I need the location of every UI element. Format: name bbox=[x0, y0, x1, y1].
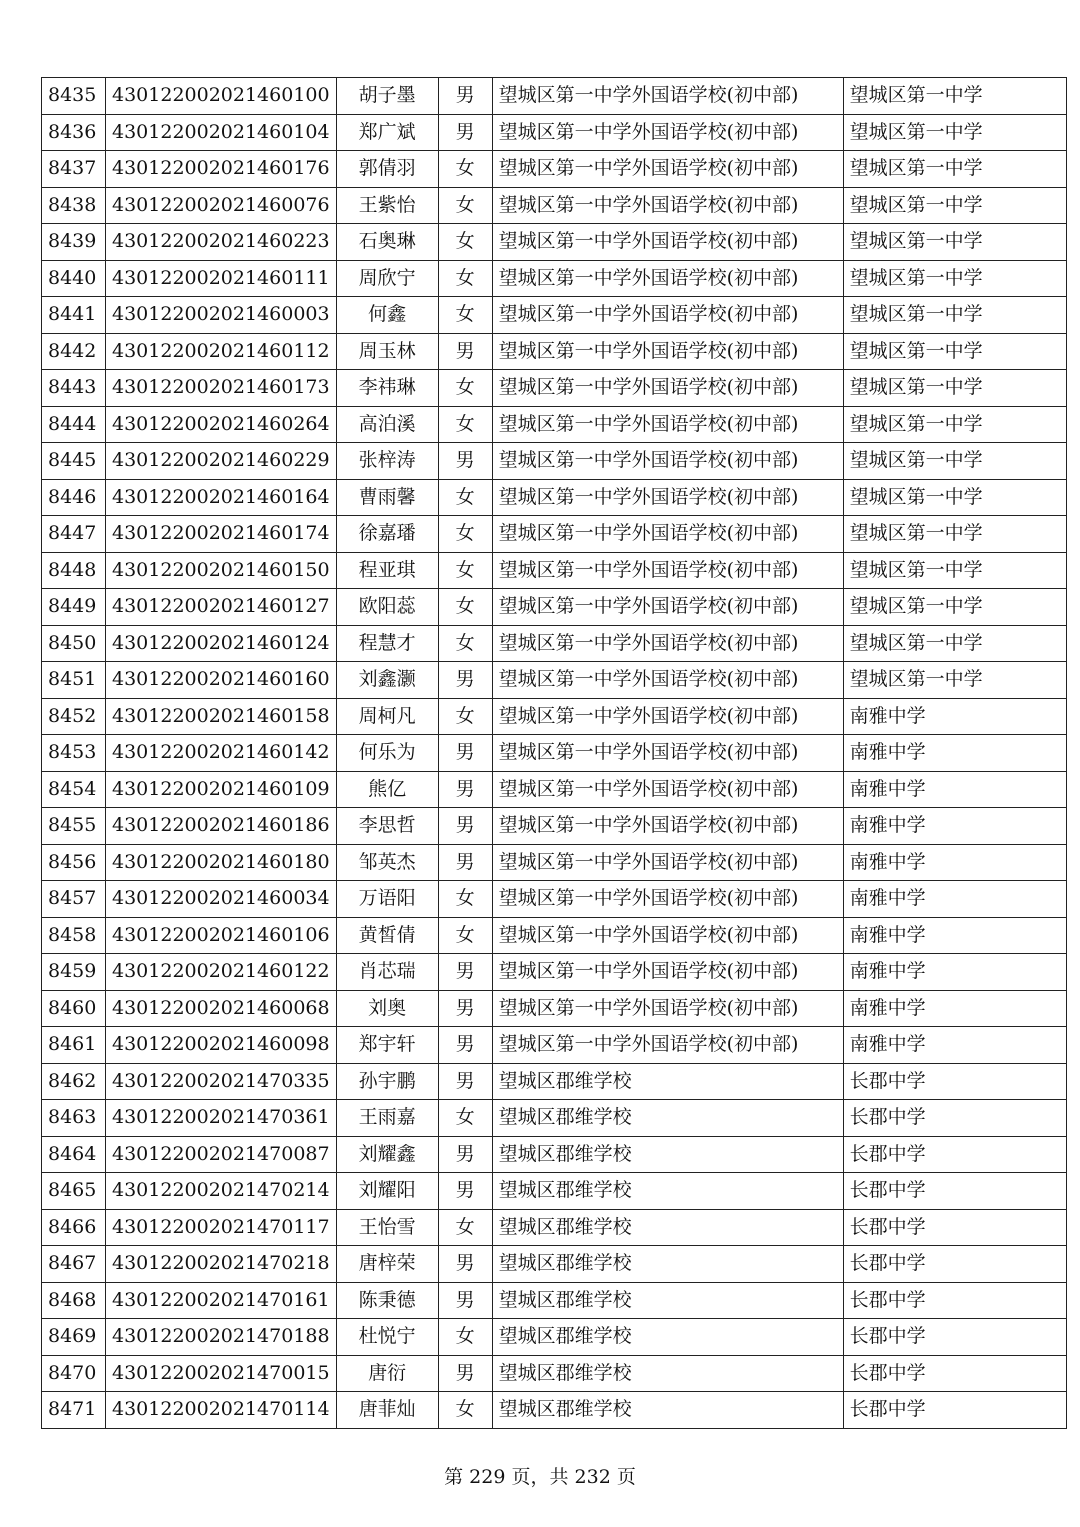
row-school: 望城区郡维学校 bbox=[492, 1282, 843, 1319]
table-row bbox=[42, 954, 1067, 991]
row-destination: 南雅中学 bbox=[843, 771, 1066, 808]
table-row bbox=[42, 1282, 1067, 1319]
row-seq: 8469 bbox=[42, 1319, 106, 1356]
row-destination: 望城区第一中学 bbox=[843, 516, 1066, 553]
row-gender: 男 bbox=[438, 1027, 492, 1064]
row-destination: 南雅中学 bbox=[843, 698, 1066, 735]
row-name: 张梓涛 bbox=[336, 443, 438, 480]
row-id: 430122002021460229 bbox=[106, 443, 337, 480]
row-destination: 长郡中学 bbox=[843, 1319, 1066, 1356]
row-school: 望城区郡维学校 bbox=[492, 1136, 843, 1173]
row-id: 430122002021460104 bbox=[106, 114, 337, 151]
row-destination: 望城区第一中学 bbox=[843, 625, 1066, 662]
row-id: 430122002021460109 bbox=[106, 771, 337, 808]
row-seq: 8461 bbox=[42, 1027, 106, 1064]
row-name: 何乐为 bbox=[336, 735, 438, 772]
row-gender: 女 bbox=[438, 625, 492, 662]
row-name: 孙宇鹏 bbox=[336, 1063, 438, 1100]
row-seq: 8445 bbox=[42, 443, 106, 480]
row-school: 望城区第一中学外国语学校(初中部) bbox=[492, 844, 843, 881]
row-seq: 8439 bbox=[42, 224, 106, 261]
row-id: 430122002021460164 bbox=[106, 479, 337, 516]
row-name: 刘耀阳 bbox=[336, 1173, 438, 1210]
row-id: 430122002021470161 bbox=[106, 1282, 337, 1319]
row-school: 望城区第一中学外国语学校(初中部) bbox=[492, 881, 843, 918]
row-id: 430122002021460127 bbox=[106, 589, 337, 626]
row-gender: 男 bbox=[438, 844, 492, 881]
row-destination: 望城区第一中学 bbox=[843, 443, 1066, 480]
row-name: 熊亿 bbox=[336, 771, 438, 808]
row-school: 望城区第一中学外国语学校(初中部) bbox=[492, 990, 843, 1027]
admission-table bbox=[41, 77, 1067, 1429]
row-seq: 8459 bbox=[42, 954, 106, 991]
row-id: 430122002021460034 bbox=[106, 881, 337, 918]
row-name: 唐衍 bbox=[336, 1355, 438, 1392]
row-name: 王雨嘉 bbox=[336, 1100, 438, 1137]
row-school: 望城区郡维学校 bbox=[492, 1209, 843, 1246]
row-name: 王怡雪 bbox=[336, 1209, 438, 1246]
row-school: 望城区第一中学外国语学校(初中部) bbox=[492, 917, 843, 954]
row-seq: 8453 bbox=[42, 735, 106, 772]
row-seq: 8443 bbox=[42, 370, 106, 407]
row-gender: 男 bbox=[438, 771, 492, 808]
row-school: 望城区第一中学外国语学校(初中部) bbox=[492, 333, 843, 370]
table-row bbox=[42, 589, 1067, 626]
row-school: 望城区郡维学校 bbox=[492, 1173, 843, 1210]
row-destination: 望城区第一中学 bbox=[843, 589, 1066, 626]
row-destination: 南雅中学 bbox=[843, 735, 1066, 772]
row-destination: 望城区第一中学 bbox=[843, 297, 1066, 334]
row-gender: 女 bbox=[438, 552, 492, 589]
row-destination: 望城区第一中学 bbox=[843, 224, 1066, 261]
row-gender: 男 bbox=[438, 1173, 492, 1210]
row-school: 望城区第一中学外国语学校(初中部) bbox=[492, 114, 843, 151]
row-seq: 8436 bbox=[42, 114, 106, 151]
row-seq: 8460 bbox=[42, 990, 106, 1027]
row-name: 石奥琳 bbox=[336, 224, 438, 261]
row-name: 郑宇轩 bbox=[336, 1027, 438, 1064]
row-school: 望城区第一中学外国语学校(初中部) bbox=[492, 370, 843, 407]
row-destination: 长郡中学 bbox=[843, 1355, 1066, 1392]
row-gender: 男 bbox=[438, 1246, 492, 1283]
row-school: 望城区第一中学外国语学校(初中部) bbox=[492, 698, 843, 735]
row-gender: 男 bbox=[438, 1136, 492, 1173]
row-name: 杜悦宁 bbox=[336, 1319, 438, 1356]
row-destination: 长郡中学 bbox=[843, 1246, 1066, 1283]
row-school: 望城区第一中学外国语学校(初中部) bbox=[492, 187, 843, 224]
row-seq: 8452 bbox=[42, 698, 106, 735]
row-gender: 女 bbox=[438, 1209, 492, 1246]
row-seq: 8450 bbox=[42, 625, 106, 662]
row-school: 望城区第一中学外国语学校(初中部) bbox=[492, 662, 843, 699]
row-seq: 8441 bbox=[42, 297, 106, 334]
row-gender: 男 bbox=[438, 333, 492, 370]
row-school: 望城区第一中学外国语学校(初中部) bbox=[492, 78, 843, 115]
row-id: 430122002021460180 bbox=[106, 844, 337, 881]
row-school: 望城区郡维学校 bbox=[492, 1246, 843, 1283]
table-row bbox=[42, 1027, 1067, 1064]
row-id: 430122002021470335 bbox=[106, 1063, 337, 1100]
row-destination: 长郡中学 bbox=[843, 1063, 1066, 1100]
row-gender: 男 bbox=[438, 114, 492, 151]
table-row bbox=[42, 625, 1067, 662]
table-row bbox=[42, 917, 1067, 954]
row-id: 430122002021460142 bbox=[106, 735, 337, 772]
row-id: 430122002021460158 bbox=[106, 698, 337, 735]
row-destination: 望城区第一中学 bbox=[843, 406, 1066, 443]
row-school: 望城区第一中学外国语学校(初中部) bbox=[492, 479, 843, 516]
row-id: 430122002021470218 bbox=[106, 1246, 337, 1283]
row-gender: 男 bbox=[438, 808, 492, 845]
row-destination: 望城区第一中学 bbox=[843, 78, 1066, 115]
row-destination: 长郡中学 bbox=[843, 1100, 1066, 1137]
row-id: 430122002021460124 bbox=[106, 625, 337, 662]
row-gender: 男 bbox=[438, 1355, 492, 1392]
row-name: 邹英杰 bbox=[336, 844, 438, 881]
row-id: 430122002021460173 bbox=[106, 370, 337, 407]
row-destination: 望城区第一中学 bbox=[843, 151, 1066, 188]
row-destination: 望城区第一中学 bbox=[843, 479, 1066, 516]
row-id: 430122002021460106 bbox=[106, 917, 337, 954]
row-school: 望城区第一中学外国语学校(初中部) bbox=[492, 516, 843, 553]
row-name: 程亚琪 bbox=[336, 552, 438, 589]
table-row bbox=[42, 552, 1067, 589]
table-row bbox=[42, 1136, 1067, 1173]
row-school: 望城区第一中学外国语学校(初中部) bbox=[492, 954, 843, 991]
row-seq: 8465 bbox=[42, 1173, 106, 1210]
row-destination: 望城区第一中学 bbox=[843, 333, 1066, 370]
row-name: 刘耀鑫 bbox=[336, 1136, 438, 1173]
row-id: 430122002021460223 bbox=[106, 224, 337, 261]
table-row bbox=[42, 1319, 1067, 1356]
row-name: 周玉林 bbox=[336, 333, 438, 370]
table-row bbox=[42, 114, 1067, 151]
row-seq: 8440 bbox=[42, 260, 106, 297]
row-id: 430122002021470214 bbox=[106, 1173, 337, 1210]
row-school: 望城区郡维学校 bbox=[492, 1063, 843, 1100]
table-row bbox=[42, 1355, 1067, 1392]
row-gender: 女 bbox=[438, 1319, 492, 1356]
row-seq: 8471 bbox=[42, 1392, 106, 1429]
row-gender: 女 bbox=[438, 881, 492, 918]
row-school: 望城区第一中学外国语学校(初中部) bbox=[492, 589, 843, 626]
row-school: 望城区第一中学外国语学校(初中部) bbox=[492, 224, 843, 261]
row-destination: 长郡中学 bbox=[843, 1392, 1066, 1429]
row-gender: 女 bbox=[438, 406, 492, 443]
row-school: 望城区第一中学外国语学校(初中部) bbox=[492, 151, 843, 188]
row-destination: 南雅中学 bbox=[843, 844, 1066, 881]
table-row bbox=[42, 735, 1067, 772]
row-school: 望城区第一中学外国语学校(初中部) bbox=[492, 406, 843, 443]
row-gender: 男 bbox=[438, 1063, 492, 1100]
row-id: 430122002021460003 bbox=[106, 297, 337, 334]
table-row bbox=[42, 1392, 1067, 1429]
row-school: 望城区郡维学校 bbox=[492, 1100, 843, 1137]
row-id: 430122002021470361 bbox=[106, 1100, 337, 1137]
row-school: 望城区第一中学外国语学校(初中部) bbox=[492, 443, 843, 480]
row-seq: 8451 bbox=[42, 662, 106, 699]
table-row bbox=[42, 151, 1067, 188]
table-row bbox=[42, 881, 1067, 918]
row-destination: 南雅中学 bbox=[843, 917, 1066, 954]
table-row bbox=[42, 297, 1067, 334]
row-name: 肖芯瑞 bbox=[336, 954, 438, 991]
row-gender: 女 bbox=[438, 698, 492, 735]
row-id: 430122002021460100 bbox=[106, 78, 337, 115]
row-seq: 8437 bbox=[42, 151, 106, 188]
row-school: 望城区郡维学校 bbox=[492, 1355, 843, 1392]
row-name: 郭倩羽 bbox=[336, 151, 438, 188]
row-gender: 男 bbox=[438, 662, 492, 699]
table-row bbox=[42, 698, 1067, 735]
row-name: 万语阳 bbox=[336, 881, 438, 918]
row-destination: 南雅中学 bbox=[843, 1027, 1066, 1064]
row-seq: 8462 bbox=[42, 1063, 106, 1100]
row-seq: 8458 bbox=[42, 917, 106, 954]
row-id: 430122002021460174 bbox=[106, 516, 337, 553]
row-seq: 8467 bbox=[42, 1246, 106, 1283]
row-seq: 8464 bbox=[42, 1136, 106, 1173]
row-destination: 望城区第一中学 bbox=[843, 552, 1066, 589]
row-seq: 8446 bbox=[42, 479, 106, 516]
table-row bbox=[42, 370, 1067, 407]
row-name: 欧阳蕊 bbox=[336, 589, 438, 626]
row-gender: 男 bbox=[438, 78, 492, 115]
table-row bbox=[42, 187, 1067, 224]
row-gender: 男 bbox=[438, 990, 492, 1027]
row-id: 430122002021470015 bbox=[106, 1355, 337, 1392]
row-seq: 8456 bbox=[42, 844, 106, 881]
row-seq: 8468 bbox=[42, 1282, 106, 1319]
row-gender: 女 bbox=[438, 224, 492, 261]
table-row bbox=[42, 662, 1067, 699]
row-name: 唐梓荣 bbox=[336, 1246, 438, 1283]
table-row bbox=[42, 260, 1067, 297]
row-school: 望城区第一中学外国语学校(初中部) bbox=[492, 808, 843, 845]
row-gender: 女 bbox=[438, 479, 492, 516]
row-name: 程慧才 bbox=[336, 625, 438, 662]
row-seq: 8470 bbox=[42, 1355, 106, 1392]
row-name: 周欣宁 bbox=[336, 260, 438, 297]
table-row bbox=[42, 443, 1067, 480]
table-row bbox=[42, 224, 1067, 261]
table-row bbox=[42, 1246, 1067, 1283]
row-seq: 8463 bbox=[42, 1100, 106, 1137]
row-destination: 南雅中学 bbox=[843, 808, 1066, 845]
table-row bbox=[42, 1173, 1067, 1210]
row-gender: 女 bbox=[438, 297, 492, 334]
row-seq: 8447 bbox=[42, 516, 106, 553]
table-body bbox=[42, 78, 1067, 1429]
table-row bbox=[42, 516, 1067, 553]
row-id: 430122002021460186 bbox=[106, 808, 337, 845]
row-gender: 女 bbox=[438, 1100, 492, 1137]
row-school: 望城区第一中学外国语学校(初中部) bbox=[492, 771, 843, 808]
row-gender: 男 bbox=[438, 1282, 492, 1319]
row-name: 何鑫 bbox=[336, 297, 438, 334]
row-seq: 8466 bbox=[42, 1209, 106, 1246]
row-gender: 女 bbox=[438, 260, 492, 297]
row-school: 望城区第一中学外国语学校(初中部) bbox=[492, 297, 843, 334]
table-row bbox=[42, 844, 1067, 881]
row-school: 望城区第一中学外国语学校(初中部) bbox=[492, 260, 843, 297]
row-name: 周柯凡 bbox=[336, 698, 438, 735]
row-school: 望城区第一中学外国语学校(初中部) bbox=[492, 1027, 843, 1064]
row-seq: 8449 bbox=[42, 589, 106, 626]
row-id: 430122002021460098 bbox=[106, 1027, 337, 1064]
row-gender: 女 bbox=[438, 370, 492, 407]
row-gender: 女 bbox=[438, 187, 492, 224]
row-gender: 女 bbox=[438, 151, 492, 188]
row-gender: 女 bbox=[438, 1392, 492, 1429]
row-destination: 望城区第一中学 bbox=[843, 662, 1066, 699]
row-id: 430122002021470188 bbox=[106, 1319, 337, 1356]
table-row bbox=[42, 479, 1067, 516]
row-name: 胡子墨 bbox=[336, 78, 438, 115]
row-destination: 南雅中学 bbox=[843, 990, 1066, 1027]
row-seq: 8442 bbox=[42, 333, 106, 370]
row-destination: 望城区第一中学 bbox=[843, 370, 1066, 407]
row-seq: 8448 bbox=[42, 552, 106, 589]
row-gender: 女 bbox=[438, 516, 492, 553]
row-name: 黄皙倩 bbox=[336, 917, 438, 954]
row-destination: 长郡中学 bbox=[843, 1173, 1066, 1210]
row-id: 430122002021470117 bbox=[106, 1209, 337, 1246]
row-id: 430122002021470087 bbox=[106, 1136, 337, 1173]
row-name: 刘鑫灏 bbox=[336, 662, 438, 699]
row-school: 望城区郡维学校 bbox=[492, 1392, 843, 1429]
row-seq: 8457 bbox=[42, 881, 106, 918]
table-row bbox=[42, 78, 1067, 115]
row-destination: 长郡中学 bbox=[843, 1282, 1066, 1319]
table-row bbox=[42, 1209, 1067, 1246]
row-gender: 女 bbox=[438, 589, 492, 626]
table-row bbox=[42, 990, 1067, 1027]
row-destination: 长郡中学 bbox=[843, 1136, 1066, 1173]
row-destination: 长郡中学 bbox=[843, 1209, 1066, 1246]
row-name: 高泊溪 bbox=[336, 406, 438, 443]
row-id: 430122002021470114 bbox=[106, 1392, 337, 1429]
row-name: 唐菲灿 bbox=[336, 1392, 438, 1429]
row-seq: 8444 bbox=[42, 406, 106, 443]
row-id: 430122002021460076 bbox=[106, 187, 337, 224]
row-destination: 望城区第一中学 bbox=[843, 114, 1066, 151]
row-seq: 8438 bbox=[42, 187, 106, 224]
row-id: 430122002021460176 bbox=[106, 151, 337, 188]
row-school: 望城区第一中学外国语学校(初中部) bbox=[492, 735, 843, 772]
row-school: 望城区郡维学校 bbox=[492, 1319, 843, 1356]
row-name: 郑广斌 bbox=[336, 114, 438, 151]
row-name: 李祎琳 bbox=[336, 370, 438, 407]
row-gender: 男 bbox=[438, 443, 492, 480]
row-school: 望城区第一中学外国语学校(初中部) bbox=[492, 552, 843, 589]
table-row bbox=[42, 333, 1067, 370]
row-seq: 8455 bbox=[42, 808, 106, 845]
table-row bbox=[42, 1063, 1067, 1100]
row-id: 430122002021460068 bbox=[106, 990, 337, 1027]
row-seq: 8435 bbox=[42, 78, 106, 115]
table-row bbox=[42, 1100, 1067, 1137]
row-name: 刘奥 bbox=[336, 990, 438, 1027]
page-footer: 第 229 页，共 232 页 bbox=[444, 1466, 636, 1488]
table-row bbox=[42, 808, 1067, 845]
row-id: 430122002021460112 bbox=[106, 333, 337, 370]
row-id: 430122002021460264 bbox=[106, 406, 337, 443]
row-destination: 望城区第一中学 bbox=[843, 187, 1066, 224]
row-gender: 男 bbox=[438, 954, 492, 991]
row-id: 430122002021460160 bbox=[106, 662, 337, 699]
row-destination: 南雅中学 bbox=[843, 954, 1066, 991]
row-name: 曹雨馨 bbox=[336, 479, 438, 516]
row-destination: 望城区第一中学 bbox=[843, 260, 1066, 297]
row-destination: 南雅中学 bbox=[843, 881, 1066, 918]
row-name: 徐嘉璠 bbox=[336, 516, 438, 553]
row-name: 陈秉德 bbox=[336, 1282, 438, 1319]
row-id: 430122002021460150 bbox=[106, 552, 337, 589]
row-school: 望城区第一中学外国语学校(初中部) bbox=[492, 625, 843, 662]
table-row bbox=[42, 406, 1067, 443]
table-row bbox=[42, 771, 1067, 808]
row-id: 430122002021460122 bbox=[106, 954, 337, 991]
row-id: 430122002021460111 bbox=[106, 260, 337, 297]
row-gender: 女 bbox=[438, 917, 492, 954]
row-name: 王紫怡 bbox=[336, 187, 438, 224]
row-name: 李思哲 bbox=[336, 808, 438, 845]
row-seq: 8454 bbox=[42, 771, 106, 808]
row-gender: 男 bbox=[438, 735, 492, 772]
